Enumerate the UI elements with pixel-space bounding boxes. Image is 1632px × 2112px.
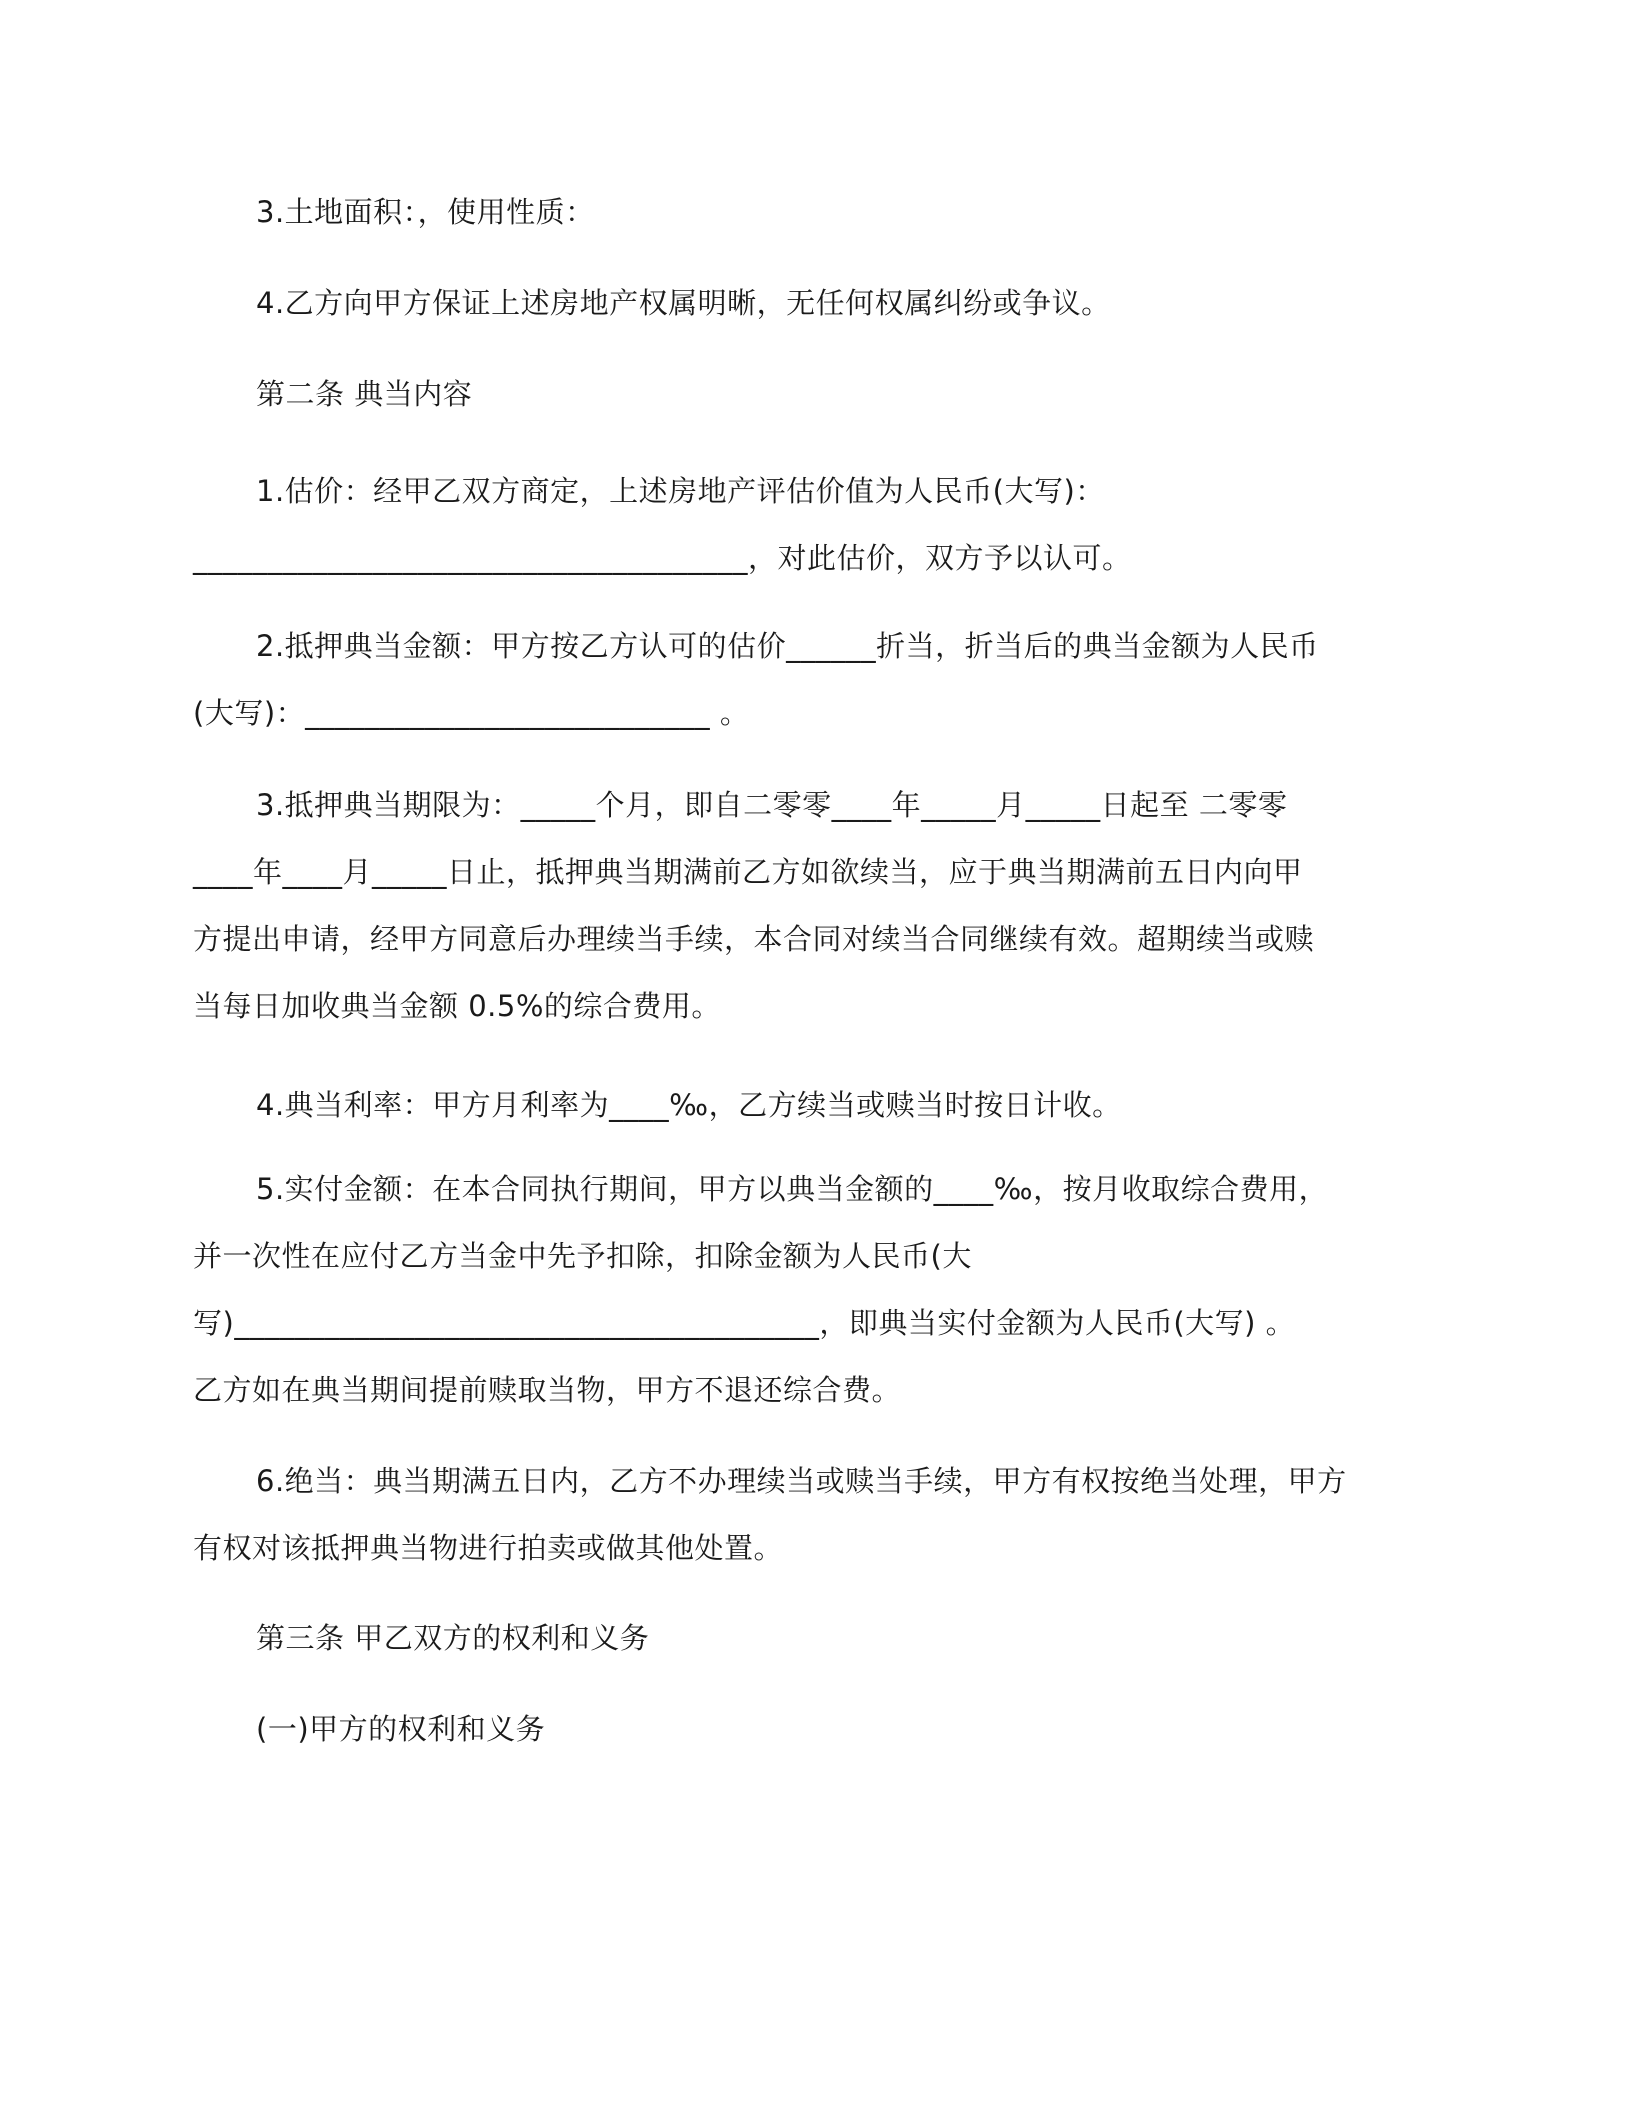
paragraph-line: ____年____月_____日止，抵押典当期满前乙方如欲续当，应于典当期满前五日内向甲 xyxy=(193,855,1303,889)
paragraph-line: _____________________________________，对此估价，双方予以认可。 xyxy=(193,541,1132,575)
paragraph-line: 并一次性在应付乙方当金中先予扣除，扣除金额为人民币(大 xyxy=(193,1239,972,1273)
article-2-item-6-forfeiture xyxy=(193,1448,1433,1582)
article-2-item-4-interest-rate: 4.典当利率：甲方月利率为____‰，乙方续当或赎当时按日计收。 xyxy=(256,1088,1122,1122)
paragraph-line: 当每日加收典当金额 0.5%的综合费用。 xyxy=(193,989,721,1023)
article-2-title: 第二条 典当内容 xyxy=(256,377,473,411)
paragraph-ownership-guarantee: 4.乙方向甲方保证上述房地产权属明晰，无任何权属纠纷或争议。 xyxy=(256,286,1111,320)
article-3-title: 第三条 甲乙双方的权利和义务 xyxy=(256,1621,650,1655)
paragraph-line: 2.抵押典当金额：甲方按乙方认可的估价______折当，折当后的典当金额为人民币 xyxy=(256,629,1319,663)
paragraph-line: 6.绝当：典当期满五日内，乙方不办理续当或赎当手续，甲方有权按绝当处理，甲方 xyxy=(256,1464,1347,1498)
paragraph-line: 3.抵押典当期限为：_____个月，即自二零零____年_____月_____日起至 二零零 xyxy=(256,788,1288,822)
paragraph-line: 5.实付金额：在本合同执行期间，甲方以典当金额的____‰，按月收取综合费用， xyxy=(256,1172,1329,1206)
article-2-item-5-actual-payment xyxy=(193,1156,1433,1424)
article-2-item-1-valuation xyxy=(193,458,1433,592)
article-2-item-2-pawn-amount xyxy=(193,613,1433,747)
article-2-item-3-pawn-term xyxy=(193,772,1433,1040)
paragraph-line: 乙方如在典当期间提前赎取当物，甲方不退还综合费。 xyxy=(193,1373,902,1407)
paragraph-line: 有权对该抵押典当物进行拍卖或做其他处置。 xyxy=(193,1531,784,1565)
paragraph-line: 1.估价：经甲乙双方商定，上述房地产评估价值为人民币(大写)： xyxy=(256,474,1105,508)
paragraph-land-area: 3.土地面积：，使用性质： xyxy=(256,195,595,229)
paragraph-line: (大写)：___________________________ 。 xyxy=(193,696,750,730)
paragraph-line: 方提出申请，经甲方同意后办理续当手续，本合同对续当合同继续有效。超期续当或赎 xyxy=(193,922,1315,956)
article-3-subsection-1: (一)甲方的权利和义务 xyxy=(256,1712,546,1746)
paragraph-line: 写)_______________________________________，即典当实付金额为人民币(大写) 。 xyxy=(193,1306,1296,1340)
